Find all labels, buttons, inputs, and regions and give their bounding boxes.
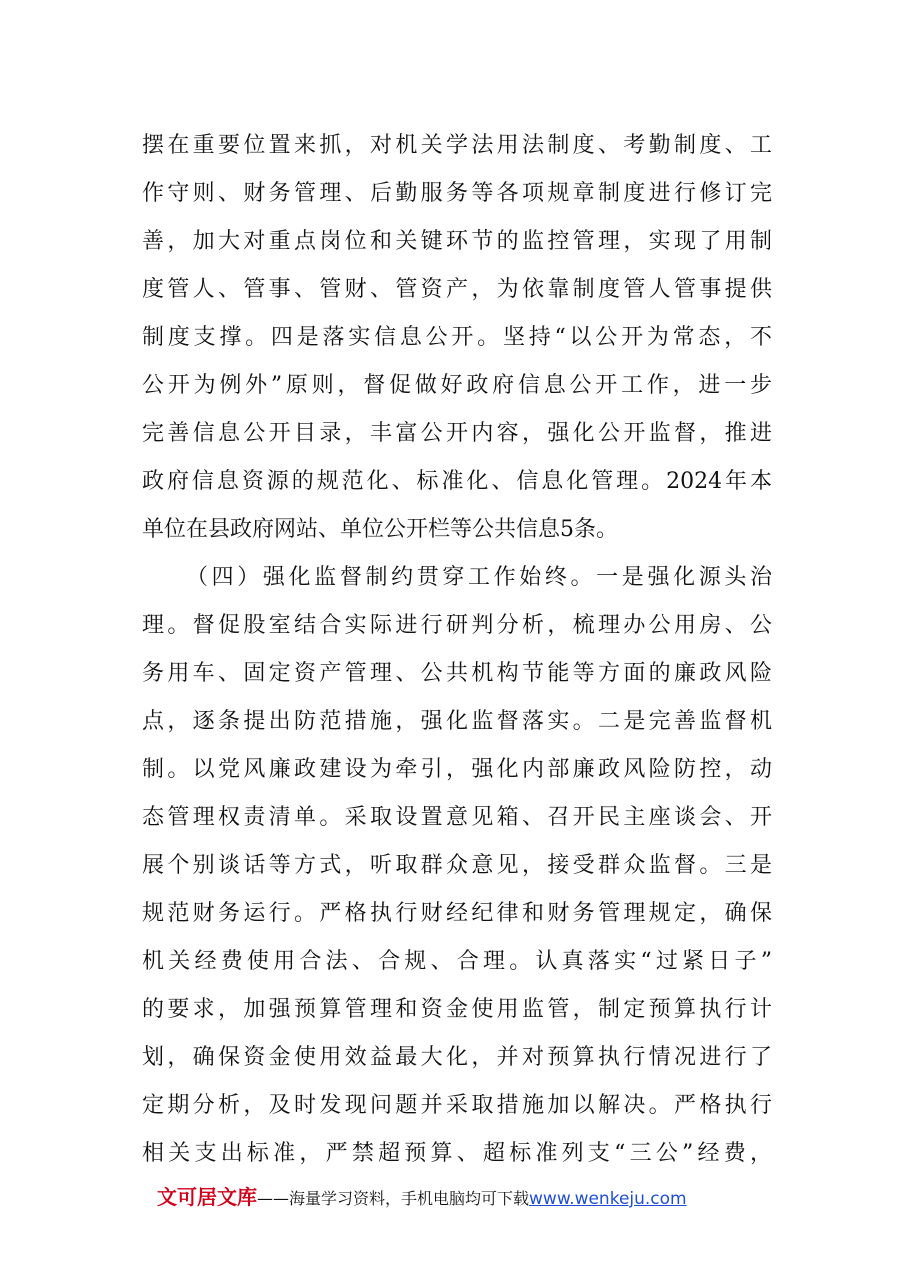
text-line: 机关经费使用合法、合规、合理。认真落实“过紧日子” <box>142 949 772 974</box>
text-line: 政府信息资源的规范化、标准化、信息化管理。2024年本 <box>142 469 772 494</box>
text-line: 态管理权责清单。采取设置意见箱、召开民主座谈会、开 <box>142 805 772 830</box>
text-line: 展个别谈话等方式，听取群众意见，接受群众监督。三是 <box>142 853 772 878</box>
text-line: 善，加大对重点岗位和关键环节的监控管理，实现了用制 <box>142 229 772 254</box>
text-line: 点，逐条提出防范措施，强化监督落实。二是完善监督机 <box>142 709 772 734</box>
text-line: 度管人、管事、管财、管资产，为依靠制度管人管事提供 <box>142 277 772 302</box>
text-line: 作守则、财务管理、后勤服务等各项规章制度进行修订完 <box>142 181 772 206</box>
section-heading-line: （四）强化监督制约贯穿工作始终。一是强化源头治 <box>186 565 772 590</box>
text-line: 摆在重要位置来抓，对机关学法用法制度、考勤制度、工 <box>142 133 772 158</box>
text-line: 公开为例外”原则，督促做好政府信息公开工作，进一步 <box>142 373 772 398</box>
brand-name: 文可居文库 <box>157 1185 257 1209</box>
text-line: 制。以党风廉政建设为牵引，强化内部廉政风险防控，动 <box>142 757 772 782</box>
website-link[interactable]: www.wenkeju.com <box>529 1189 687 1209</box>
document-body <box>142 122 772 1178</box>
text-line: 单位在县政府网站、单位公开栏等公共信息5条。 <box>142 517 618 542</box>
text-line: 相关支出标准，严禁超预算、超标准列支“三公”经费， <box>142 1141 772 1166</box>
text-line: 划，确保资金使用效益最大化，并对预算执行情况进行了 <box>142 1045 772 1070</box>
text-line: 制度支撑。四是落实信息公开。坚持“以公开为常态，不 <box>142 325 772 350</box>
text-line: 定期分析，及时发现问题并采取措施加以解决。严格执行 <box>142 1093 772 1118</box>
footer-tagline: ——海量学习资料，手机电脑均可下载 <box>257 1189 530 1208</box>
text-line: 的要求，加强预算管理和资金使用监管，制定预算执行计 <box>142 997 772 1022</box>
text-line: 规范财务运行。严格执行财经纪律和财务管理规定，确保 <box>142 901 772 926</box>
text-line: 理。督促股室结合实际进行研判分析，梳理办公用房、公 <box>142 613 772 638</box>
text-line: 务用车、固定资产管理、公共机构节能等方面的廉政风险 <box>142 661 772 686</box>
text-line: 完善信息公开目录，丰富公开内容，强化公开监督，推进 <box>142 421 772 446</box>
footer-banner <box>157 1183 687 1211</box>
